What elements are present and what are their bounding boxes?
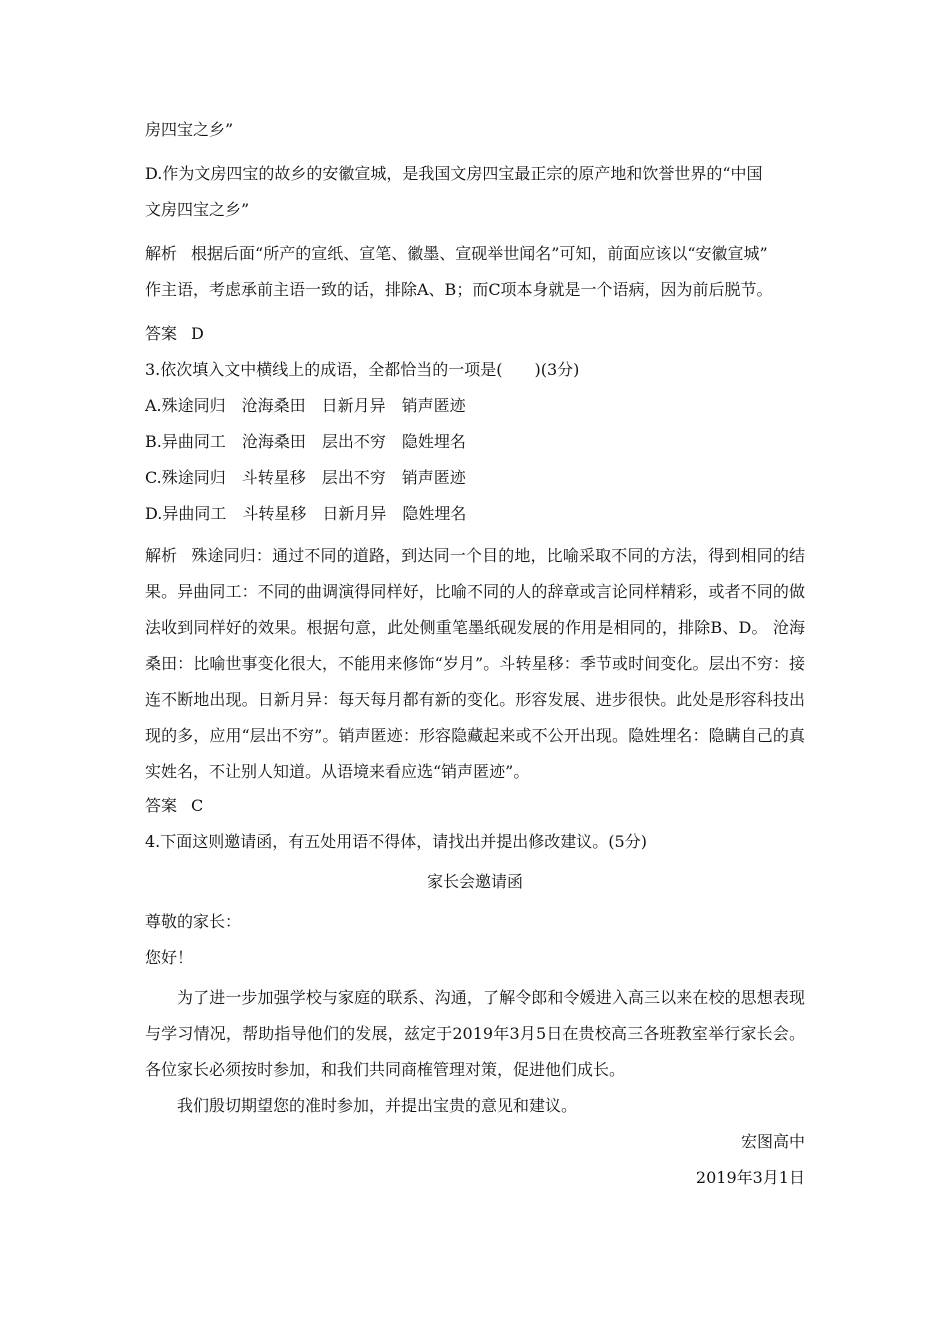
analysis-1-line2: 作主语，考虑承前主语一致的话，排除A、B；而C项本身就是一个语病，因为前后脱节。 (145, 280, 773, 299)
analysis-text: 殊途同归：通过不同的道路，到达同一个目的地，比喻采取不同的方法，得到相同的结果。异曲同工：不同的曲调演得同样好，比喻不同的人的辞章或言论同样精彩，或者不同的做法收到同样好的效果。根据句意，此处侧重笔墨纸砚发展的作用是相同的，排除B、D。 沧海桑田：比喻世事变化很大，不能用来修饰“岁月”。斗转星移：季节或时间变化。层出不穷：接连不断地出现。日新月异：每天每月都有新的变化。形容发展、进步很快。此处是形容科技出现的多，应用“层出不穷”。销声匿迹：形容隐藏起来或不公开出现。隐姓埋名：隐瞒自己的真实姓名，不让别人知道。从语境来看应选“销声匿迹”。 (145, 546, 805, 781)
analysis-text: 根据后面“所产的宣纸、宣笔、徽墨、宣砚举世闻名”可知，前面应该以“安徽宣城” (191, 244, 768, 263)
option-d-line2: 文房四宝之乡” (145, 200, 250, 219)
letter-date: 2019年3月1日 (695, 1168, 805, 1187)
option-c-continuation: 房四宝之乡” (145, 120, 234, 139)
question-3-option-b: B.异曲同工 沧海桑田 层出不穷 隐姓埋名 (145, 432, 466, 451)
question-3: 3.依次填入文中横线上的成语，全都恰当的一项是( )(3分) (145, 360, 580, 379)
question-3-option-d: D.异曲同工 斗转星移 日新月异 隐姓埋名 (145, 504, 467, 523)
answer-value: C (191, 796, 204, 815)
letter-title: 家长会邀请函 (426, 872, 523, 891)
letter-greeting: 您好！ (145, 948, 194, 967)
analysis-3 (145, 538, 805, 790)
letter-signature: 宏图高中 (740, 1132, 805, 1151)
analysis-label: 解析 (145, 244, 178, 263)
answer-label: 答案 (145, 796, 178, 815)
letter-body-paragraph-2: 我们殷切期望您的准时参加，并提出宝贵的意见和建议。 (177, 1096, 578, 1115)
answer-3 (145, 794, 805, 818)
letter-body-paragraph-1: 为了进一步加强学校与家庭的联系、沟通，了解令郎和令媛进入高三以来在校的思想表现与学习情况，帮助指导他们的发展，兹定于2019年3月5日在贵校高三各班教室举行家长会。各位家长必须按时参加，和我们共同商榷管理对策，促进他们成长。 (145, 988, 805, 1079)
analysis-1-line1 (145, 242, 805, 266)
document-page (145, 118, 805, 1196)
analysis-label: 解析 (145, 546, 178, 565)
question-3-option-a: A.殊途同归 沧海桑田 日新月异 销声匿迹 (145, 396, 466, 415)
answer-value: D (191, 324, 204, 343)
option-d-line1: D.作为文房四宝的故乡的安徽宣城，是我国文房四宝最正宗的原产地和饮誉世界的“中国 (145, 164, 763, 183)
question-4: 4.下面这则邀请函，有五处用语不得体，请找出并提出修改建议。(5分) (145, 832, 647, 851)
letter-salutation: 尊敬的家长： (145, 912, 242, 931)
answer-label: 答案 (145, 324, 178, 343)
question-3-option-c: C.殊途同归 斗转星移 层出不穷 销声匿迹 (145, 468, 466, 487)
answer-1 (145, 322, 805, 346)
